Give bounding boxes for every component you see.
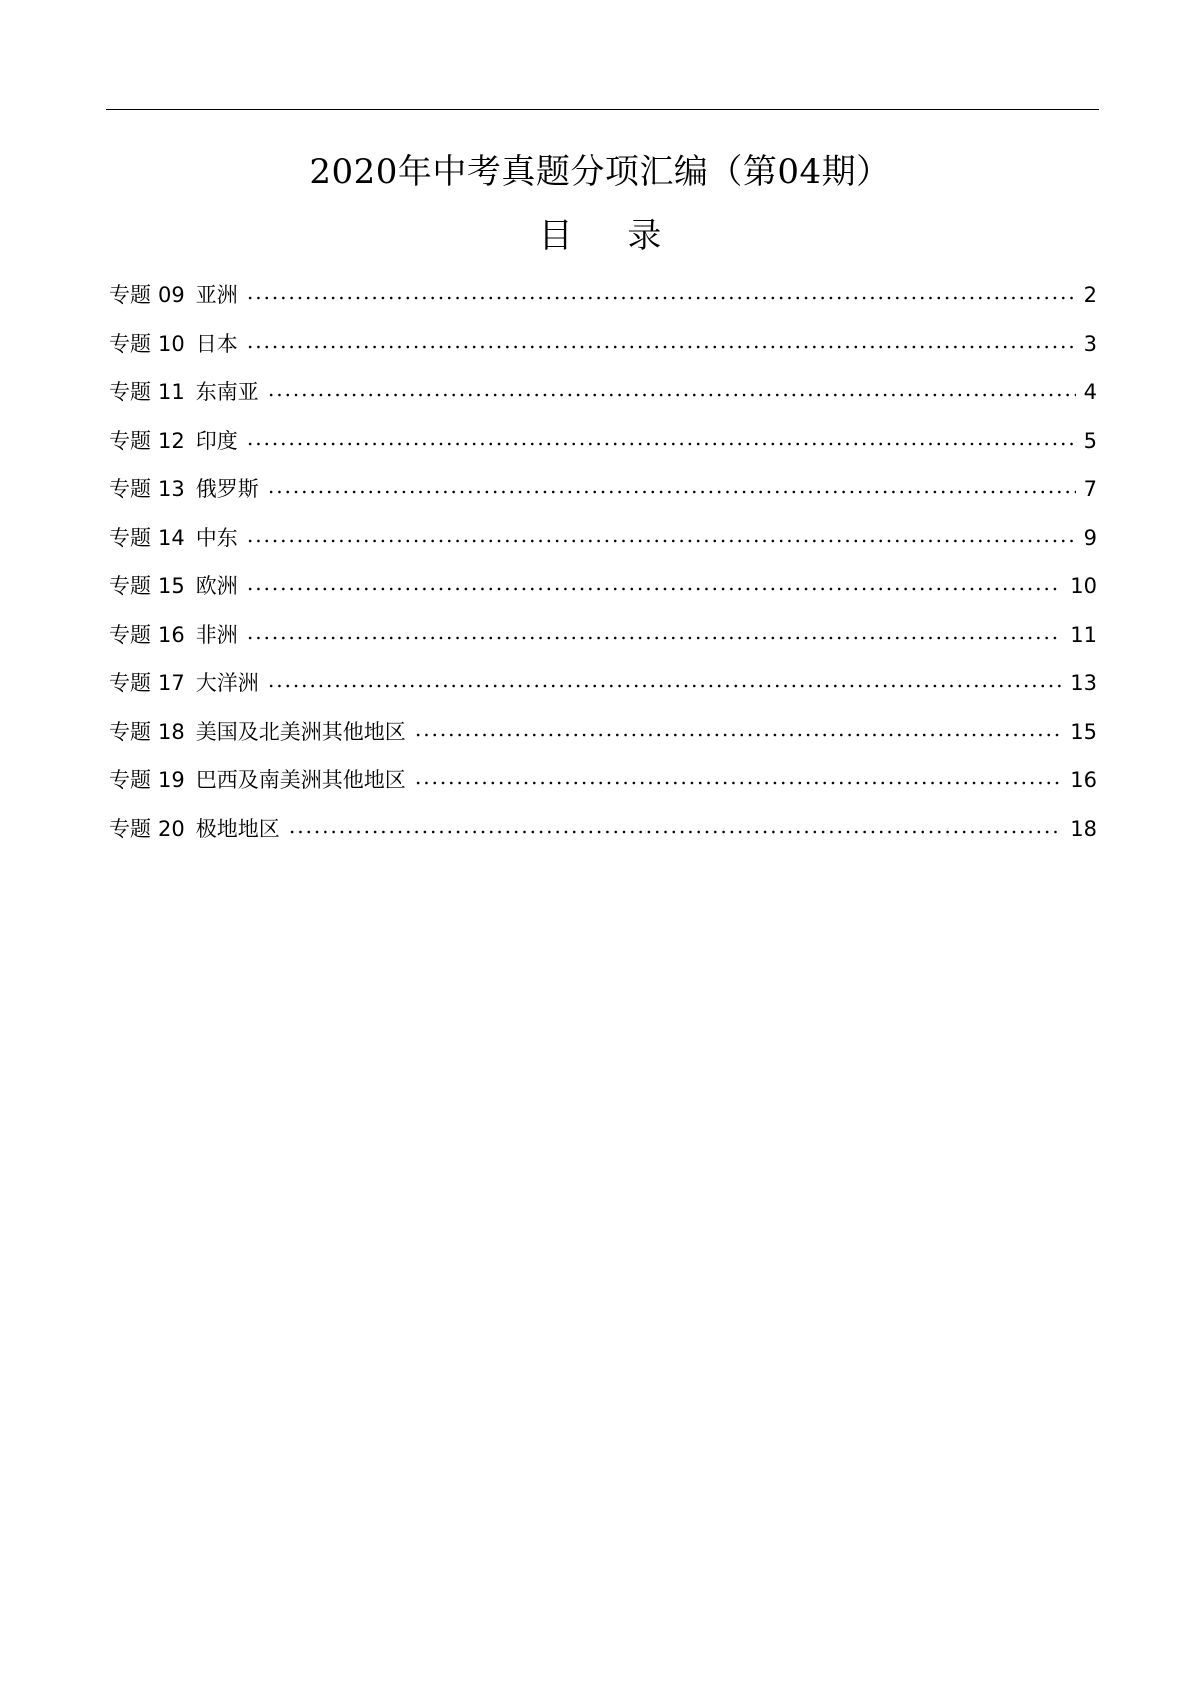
toc-entry-number: 12 <box>158 428 185 453</box>
toc-dot-leader <box>246 524 1076 545</box>
toc-entry-topic: 巴西及南美洲其他地区 <box>195 768 406 792</box>
toc-entry-topic: 欧洲 <box>195 574 238 598</box>
toc-entry-page-number: 15 <box>1070 719 1097 744</box>
toc-entry-label <box>109 521 238 555</box>
toc-entry-prefix: 专题 <box>109 671 151 695</box>
toc-entry-topic: 极地地区 <box>195 816 280 841</box>
toc-entry[interactable] <box>109 472 1097 521</box>
toc-entry-topic: 中东 <box>195 525 238 550</box>
toc-entry[interactable] <box>109 618 1097 667</box>
toc-entry-page-number: 2 <box>1083 283 1097 307</box>
table-of-contents <box>109 278 1097 860</box>
toc-entry-number: 16 <box>158 622 185 647</box>
toc-dot-leader <box>246 621 1063 642</box>
toc-entry-prefix: 专题 <box>109 768 151 792</box>
toc-entry-prefix: 专题 <box>109 428 151 453</box>
toc-entry-label <box>109 618 238 652</box>
toc-dot-leader <box>288 815 1063 836</box>
toc-entry-topic: 印度 <box>195 428 238 453</box>
toc-entry-topic: 大洋洲 <box>195 671 259 695</box>
toc-dot-leader <box>267 378 1076 399</box>
toc-entry[interactable] <box>109 569 1097 618</box>
toc-dot-leader <box>246 330 1076 351</box>
toc-dot-leader <box>414 766 1063 787</box>
toc-entry-topic: 俄罗斯 <box>195 477 259 501</box>
header-rule <box>106 109 1099 110</box>
document-title: 2020年中考真题分项汇编（第04期） <box>309 152 891 192</box>
toc-dot-leader <box>246 572 1063 593</box>
toc-entry-number: 20 <box>158 816 185 841</box>
toc-entry-label <box>109 666 259 700</box>
toc-entry-topic: 美国及北美洲其他地区 <box>195 719 406 744</box>
toc-entry-number: 18 <box>158 719 185 744</box>
toc-entry-prefix: 专题 <box>109 525 151 550</box>
toc-entry-page-number: 11 <box>1070 622 1097 647</box>
toc-entry-topic: 非洲 <box>195 622 238 647</box>
toc-entry-prefix: 专题 <box>109 331 151 356</box>
toc-entry-page-number: 9 <box>1083 525 1097 550</box>
toc-entry[interactable] <box>109 812 1097 861</box>
toc-entry-prefix: 专题 <box>109 380 151 404</box>
toc-entry-label <box>109 375 259 409</box>
toc-entry-number: 19 <box>158 768 185 792</box>
toc-entry-label <box>109 812 280 846</box>
toc-entry-label <box>109 569 238 603</box>
toc-entry-label <box>109 327 238 361</box>
toc-dot-leader <box>267 475 1076 496</box>
toc-entry-number: 15 <box>158 574 185 598</box>
toc-entry-topic: 亚洲 <box>195 283 238 307</box>
toc-entry[interactable] <box>109 278 1097 327</box>
toc-entry-page-number: 13 <box>1070 671 1097 695</box>
toc-entry[interactable] <box>109 763 1097 812</box>
toc-entry-label <box>109 763 406 797</box>
toc-entry-page-number: 7 <box>1083 477 1097 501</box>
toc-entry-page-number: 16 <box>1070 768 1097 792</box>
toc-entry[interactable] <box>109 424 1097 473</box>
toc-entry-page-number: 4 <box>1083 380 1097 404</box>
toc-entry[interactable] <box>109 327 1097 376</box>
toc-entry-label <box>109 715 406 749</box>
toc-entry-number: 10 <box>158 331 185 356</box>
toc-entry-page-number: 18 <box>1070 816 1097 841</box>
toc-entry-prefix: 专题 <box>109 477 151 501</box>
toc-dot-leader <box>414 718 1063 739</box>
toc-dot-leader <box>246 427 1076 448</box>
toc-dot-leader <box>246 281 1076 302</box>
toc-entry-label <box>109 424 238 458</box>
toc-entry-number: 09 <box>158 283 185 307</box>
toc-entry-prefix: 专题 <box>109 719 151 744</box>
toc-entry-prefix: 专题 <box>109 816 151 841</box>
toc-entry-number: 13 <box>158 477 185 501</box>
toc-heading: 目 录 <box>538 216 684 256</box>
toc-entry-prefix: 专题 <box>109 283 151 307</box>
toc-entry[interactable] <box>109 666 1097 715</box>
toc-entry-topic: 东南亚 <box>195 380 259 404</box>
toc-entry[interactable] <box>109 375 1097 424</box>
toc-entry-topic: 日本 <box>195 331 238 356</box>
toc-entry[interactable] <box>109 521 1097 570</box>
toc-entry-page-number: 3 <box>1083 331 1097 356</box>
toc-entry-number: 11 <box>158 380 185 404</box>
toc-entry-page-number: 5 <box>1083 428 1097 453</box>
toc-entry-page-number: 10 <box>1070 574 1097 598</box>
toc-entry-number: 17 <box>158 671 185 695</box>
toc-dot-leader <box>267 669 1063 690</box>
toc-entry-label <box>109 472 259 506</box>
toc-entry-prefix: 专题 <box>109 574 151 598</box>
toc-entry-prefix: 专题 <box>109 622 151 647</box>
toc-entry-label <box>109 278 238 312</box>
toc-entry[interactable] <box>109 715 1097 764</box>
toc-entry-number: 14 <box>158 525 185 550</box>
